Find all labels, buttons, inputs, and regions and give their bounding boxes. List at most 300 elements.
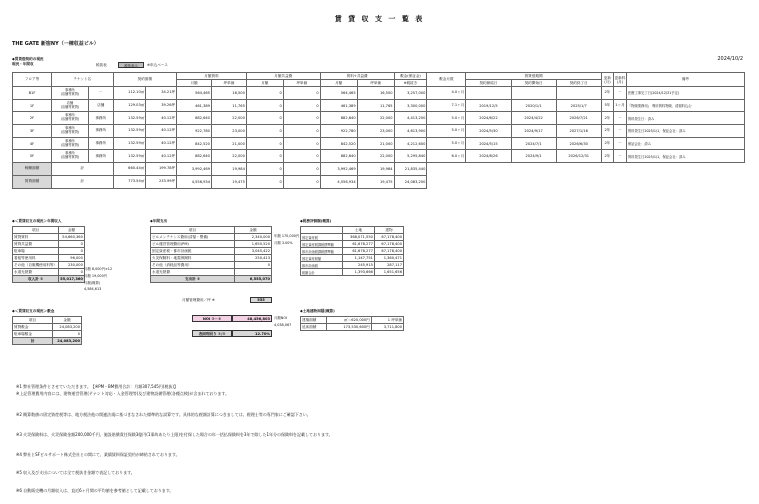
cell-m2: 132.59㎡ [113, 150, 146, 163]
header-total: 賃料+共益費 [320, 73, 394, 80]
cell-total_unit: 11,765 [357, 99, 394, 112]
cell-rent_price: 22,000 [211, 150, 246, 163]
cell: 245,915 [343, 262, 375, 269]
header-start-date: 契約開始日 [511, 80, 556, 87]
cell-common_unit: 0 [246, 99, 283, 112]
cell: 173,530,600円 [327, 324, 372, 331]
sum1-total-unit: 19,984 [357, 163, 394, 176]
table-row [301, 317, 404, 324]
cell-fee: － [614, 112, 627, 125]
cell-common_unit: 0 [246, 87, 283, 100]
sum2-common: 0 [246, 175, 283, 188]
income-total-monthly: 4,584,613 [84, 287, 102, 291]
cell-deposit: 4,413,200 [394, 112, 427, 125]
table-row [13, 87, 745, 100]
sum1-rent-unit: 19,984 [211, 163, 246, 176]
cell-remarks: 医療工事完了日(2024/12/31予定) [626, 87, 744, 100]
noi-label: NOI ②－③ [192, 315, 232, 322]
cell-common: 0 [283, 99, 320, 112]
cell-end: 2025/1/7 [556, 99, 601, 112]
cell: 賃貸共益費 [13, 241, 59, 248]
cell-m2: 132.59㎡ [113, 137, 146, 150]
cell-type-main: 事務所 [65, 88, 75, 93]
cell: 1,393,666 [343, 269, 375, 276]
footnote: ※4 弊社とSFビルサポート株式会社との間にて、業績賃料保証契約が締結されております。 [16, 452, 180, 457]
table-row [301, 269, 404, 276]
income-total: 55,017,360 [60, 277, 83, 281]
cell-rent: 564,465 [177, 87, 212, 100]
cell: 固定資産税 [301, 234, 343, 241]
monthly-mgmt-label: 月額管理費用／坪 ※ [182, 298, 215, 302]
table-row [13, 241, 85, 248]
cell-tenant: 事務所 [88, 125, 113, 138]
cell-total: 564,465 [320, 87, 357, 100]
header-end-date: 契約終了日 [556, 80, 601, 87]
application-note: ※申込ベース [147, 63, 168, 67]
deposit-total-label: 計 [13, 338, 53, 345]
cell-type-main: 事務所 [65, 138, 75, 143]
sum1-deposit: 21,835,440 [394, 163, 427, 176]
section-sub: 現況・年間収 [12, 62, 34, 66]
cell-months: 5.0ヶ月 [427, 112, 466, 125]
cell-total_unit: 21,000 [357, 137, 394, 150]
cell-deposit: 3,257,000 [394, 87, 427, 100]
cell-m2: 129.03㎡ [113, 99, 146, 112]
sum2-total: 4,556,934 [320, 175, 357, 188]
cell: 96,000 [59, 255, 85, 262]
sum2-label: 賃貸面積 [13, 175, 52, 188]
cell-total: 882,640 [320, 112, 357, 125]
cell-rent: 461,389 [177, 99, 212, 112]
cell: 54,660,360 [59, 234, 85, 241]
cell: 賃貸賃料 [13, 234, 59, 241]
footnote: ※3 火災保険料は、火災保険金額200,000千円、施設賠償責任保険3億円(1事故あたり上限)を付保した場合の年一括払保険料を3年で除した1年分の保険料を記載しております。 [16, 432, 333, 437]
footnote: ※上記管理費用内容には、建物運営管理(テナント対応・入金管理等)及び建物設備管理(各種点検)が含まれております。 [16, 391, 230, 396]
sum1-tag: 計 [51, 163, 113, 176]
cell-tenant: 店舗 [88, 99, 113, 112]
cell-rent_price: 16,500 [211, 87, 246, 100]
cell-m2: 112.10㎡ [113, 87, 146, 100]
cell-type [51, 125, 88, 138]
cell-tsubo: 34.21坪 [146, 87, 177, 100]
section-status: ◆賃貸借契約の現況 [12, 57, 44, 61]
table-row [13, 248, 85, 255]
sum1-total: 3,992,469 [320, 163, 357, 176]
cell-floor: 2F [13, 112, 52, 125]
header-common-monthly: 月額 [246, 80, 283, 87]
cell-rent: 922,780 [177, 125, 212, 138]
cell: 1 坪単価 [371, 317, 403, 324]
cell-remarks: 賃料発生日2025/1/1，保証会社：済み [626, 125, 744, 138]
cell-common_unit: 0 [246, 125, 283, 138]
cell-total_unit: 16,500 [357, 87, 394, 100]
sum2-total-unit: 19,475 [357, 175, 394, 188]
valuation-head-0 [301, 227, 343, 234]
cell-rent_price: 23,000 [211, 125, 246, 138]
cell-contract: 2019/12/5 [466, 99, 511, 112]
sum1-tsubo: 199.78坪 [146, 163, 177, 176]
header-common: 月額共益費 [246, 73, 320, 80]
cell-deposit: 5,295,840 [394, 150, 427, 163]
cell: 3,045,422 [235, 248, 272, 255]
valuation-head-land: 土地 [343, 227, 375, 234]
header-common-unit: 坪単価 [283, 80, 320, 87]
cell-common_unit: 0 [246, 137, 283, 150]
cell-months: 7.1ヶ月 [427, 99, 466, 112]
cell-fee: 1ヶ月 [614, 99, 627, 112]
cell: 延床面積 [301, 324, 327, 331]
cell: 駐車場敷金 [13, 331, 53, 338]
cell-tenant: － [88, 87, 113, 100]
cell-yrs: 2年 [601, 112, 613, 125]
header-rent-monthly: 月額 [177, 80, 212, 87]
cell-fee: － [614, 125, 627, 138]
cell-total_unit: 22,000 [357, 112, 394, 125]
table-row [13, 137, 745, 150]
income-title: ◆＜賃貸収支の現況＞年間収入 [12, 219, 62, 223]
sum2-common-unit: 0 [283, 175, 320, 188]
land-title: ◆土地建物面積(概算) [300, 309, 335, 313]
noi-month-label: 月額NOI [274, 316, 287, 320]
cell-tsubo: 40.12坪 [146, 125, 177, 138]
header-deposit-sub: ※税抜き [394, 80, 427, 87]
cell-common: 0 [283, 112, 320, 125]
table-row [301, 241, 404, 248]
cell-type-main: 店舗 [66, 100, 74, 105]
sum1-rent: 3,992,469 [177, 163, 212, 176]
cell-m2: 132.59㎡ [113, 125, 146, 138]
cell: 1,360,471 [374, 255, 403, 262]
cell-floor: 5F [13, 150, 52, 163]
cell-type [51, 87, 88, 100]
cell: ビル運営管理費用(PM) [151, 241, 235, 248]
cell-common_unit: 0 [246, 112, 283, 125]
cell-rent_price: 22,000 [211, 112, 246, 125]
report-date: 2024/10/2 [717, 56, 743, 62]
footnote: ※2 概算数値の固定資産税等は、地方税法他の関連法規に基づきなされた標準的な試算です。具体的な税額計算につきましては、税理士等の専門家にご確認下さい。 [16, 412, 311, 417]
cell-remarks: 保証会社：済み [626, 137, 744, 150]
cell-type-sub: (店舗等賃貸) [60, 91, 80, 96]
yield-value: 12.70% [232, 330, 272, 337]
footnote: ※5 収入及び支出については全て税抜き金額で表記しております。 [16, 470, 135, 475]
cell: 67,178,400 [374, 241, 403, 248]
table-row [13, 125, 745, 138]
cell: 建築面積 [301, 317, 327, 324]
cell-type-main: 事務所 [65, 126, 75, 131]
cell-yrs: 2年 [601, 87, 613, 100]
sum1-label: 稼働面積 [13, 163, 52, 176]
cell-type-main: 事務所 [65, 113, 75, 118]
cell-fee: － [614, 150, 627, 163]
cell-contract: 2024/5/15 [466, 137, 511, 150]
footnote: ※6 自動販売機の月額収入は、直近6ヶ月間の平均値を参考値として記載しております。 [16, 488, 174, 493]
cell: 287,117 [374, 262, 403, 269]
cell: ㎡＝620,000円 [327, 317, 372, 324]
tax-display-box: 税抜表示 [118, 62, 144, 68]
cell: 0 [59, 241, 85, 248]
cell-yrs: 2年 [601, 137, 613, 150]
cell-end [556, 87, 601, 100]
expense-side-2: 月額 3.00% [274, 241, 293, 245]
sum2-rent: 4,556,934 [177, 175, 212, 188]
cell: 0 [53, 331, 82, 338]
cell: 61,678,277 [343, 241, 375, 248]
deposit-head-amount: 金額 [53, 317, 82, 324]
expense-side-1: 年額 170,000円 [274, 234, 300, 238]
cell-months: 6.0ヶ月 [427, 150, 466, 163]
cell: 3,711,800 [371, 324, 403, 331]
table-row [301, 255, 404, 262]
header-contract-date: 契約締結日 [466, 80, 511, 87]
land-table [300, 316, 404, 331]
header-area: 契約面積 [113, 73, 177, 87]
cell: 368,071,550 [343, 234, 375, 241]
cell-deposit: 3,300,000 [394, 99, 427, 112]
cell-deposit: 4,212,600 [394, 137, 427, 150]
tax-label: 税抜表 [96, 63, 107, 67]
income-side-3: 月額(概算) [84, 281, 101, 285]
cell-common_unit: 0 [246, 150, 283, 163]
cell-contract: 2024/8/26 [466, 150, 511, 163]
cell-fee: － [614, 87, 627, 100]
table-row [301, 248, 404, 255]
cell: 水道光熱費 [151, 269, 235, 276]
cell: 24,083,200 [53, 324, 82, 331]
cell-common: 0 [283, 87, 320, 100]
expense-head-item: 項目 [151, 227, 235, 234]
cell-start: 2020/1/1 [511, 99, 556, 112]
table-row [301, 262, 404, 269]
table-row [13, 269, 85, 276]
sum2-tsubo: 233.99坪 [146, 175, 177, 188]
cell-start [511, 87, 556, 100]
cell: 250,413 [235, 255, 272, 262]
table-row [151, 241, 272, 248]
cell-fee: － [614, 137, 627, 150]
cell-total_unit: 22,000 [357, 150, 394, 163]
cell: ビルメンテナンス費用(清掃・警備) [151, 234, 235, 241]
cell-months: 5.0ヶ月 [427, 137, 466, 150]
cell: その他（自販機使用料等） [14, 262, 58, 267]
cell: 火災保険料・地震保険料 [151, 255, 235, 262]
valuation-table [300, 226, 404, 276]
cell-tenant: 事務所 [88, 137, 113, 150]
table-row [13, 112, 745, 125]
header-floor: フロア等 [13, 73, 52, 87]
expense-table [150, 226, 272, 283]
cell-common: 0 [283, 150, 320, 163]
cell-end: 2026/7/21 [556, 112, 601, 125]
cell-type [51, 99, 88, 112]
income-total-label: 収入計 ② [13, 276, 59, 283]
header-total-monthly: 月額 [320, 80, 357, 87]
cell: 固定資産税課税標準額 [301, 241, 343, 248]
cell-start: 2024/9/1 [511, 150, 556, 163]
cell: 2,340,000 [235, 234, 272, 241]
cell-type-sub: (店舗等賃貸) [60, 155, 80, 160]
sum2-deposit: 24,083,200 [394, 175, 427, 188]
cell-contract [466, 87, 511, 100]
cell: 230,000 [59, 262, 85, 269]
table-row [151, 248, 272, 255]
cell-yrs: 2年 [601, 125, 613, 138]
cell: 67,178,400 [374, 234, 403, 241]
cell-end: 2026/6/30 [556, 137, 601, 150]
cell-contract: 2024/6/22 [466, 112, 511, 125]
sum1-common: 0 [246, 163, 283, 176]
cell-type-sub: (店舗等賃貸) [60, 117, 80, 122]
cell-common: 0 [283, 125, 320, 138]
income-side-2: 月額 19,000円 [84, 274, 108, 278]
cell-start: 2024/7/1 [511, 137, 556, 150]
header-rent: 月額賃料 [177, 73, 247, 80]
noi-value: 48,456,803 [232, 315, 272, 322]
cell-months: 4.0ヶ月 [427, 87, 466, 100]
cell-contract: 2024/5/30 [466, 125, 511, 138]
cell-total: 882,640 [320, 150, 357, 163]
sum1-m2: 660.44㎡ [113, 163, 146, 176]
cell-remarks: 賃料発生日：済み [626, 112, 744, 125]
cell-remarks: 『物販業務用』 利用賃料物販、清掃料込む [626, 99, 744, 112]
cell: 61,678,277 [343, 248, 375, 255]
table-row [13, 99, 745, 112]
deposit-title: ◆＜賃貸収支の現況＞敷金 [12, 309, 55, 313]
expense-total-label: 支出計 ③ [151, 276, 235, 283]
rental-table [12, 72, 745, 189]
cell-common: 0 [283, 137, 320, 150]
cell-floor: 4F [13, 137, 52, 150]
cell: 都市計画税課税標準額 [301, 248, 343, 255]
cell-start: 2024/4/22 [511, 112, 556, 125]
table-row [13, 324, 82, 331]
cell-tsubo: 40.12坪 [146, 112, 177, 125]
cell-total: 842,520 [320, 137, 357, 150]
expense-total: 6,555,070 [235, 276, 272, 283]
cell: 67,178,400 [374, 248, 403, 255]
sum2-tag: 計 [51, 175, 113, 188]
sum1-common-unit: 0 [283, 163, 320, 176]
cell-deposit: 4,613,900 [394, 125, 427, 138]
header-years: 更新(月) [601, 73, 613, 87]
sum2-m2: 773.54㎡ [113, 175, 146, 188]
cell-rent: 842,520 [177, 137, 212, 150]
footnote: ※1 弊社管理条件とさせていただきます。【※PM・BM費用合計：月額307,545円(税抜)】 [16, 384, 178, 389]
cell-m2: 132.59㎡ [113, 112, 146, 125]
noi-month-value: 4,038,067 [274, 323, 292, 327]
header-period: 賃貸借期間 [466, 73, 601, 80]
cell-remarks: 賃料発生日2025/1/1，保証会社：済み [626, 150, 744, 163]
page-title: 賃 貸 収 支 一 覧 表 [334, 15, 425, 23]
yield-label: 表面利回り ①/② [192, 330, 232, 337]
cell-end: 2026/12/31 [556, 150, 601, 163]
valuation-head-building: 建物 [374, 227, 403, 234]
cell-tenant: 事務所 [88, 112, 113, 125]
cell-rent_price: 21,000 [211, 137, 246, 150]
cell-type-sub: (店舗等賃貸) [60, 142, 80, 147]
cell: 1,147,751 [343, 255, 375, 262]
cell-rent: 882,640 [177, 150, 212, 163]
cell-type [51, 112, 88, 125]
cell: 1,651,656 [374, 269, 403, 276]
income-head-item: 項目 [13, 227, 59, 234]
cell-type [51, 137, 88, 150]
table-row [151, 262, 272, 269]
deposit-total: 24,083,200 [53, 338, 82, 345]
header-deposit: 敷金(保証金) [394, 73, 427, 80]
cell: 1,650,520 [235, 241, 272, 248]
table-row [151, 255, 272, 262]
cell: 都市計画税 [301, 262, 343, 269]
cell: その他（消耗品等費用） [151, 262, 235, 269]
cell-yrs: 2年 [601, 150, 613, 163]
cell: 賃貸敷金 [13, 324, 53, 331]
cell: 税額合計 [301, 269, 343, 276]
cell-tenant: 事務所 [88, 150, 113, 163]
cell: 0 [235, 262, 272, 269]
cell-rent: 882,640 [177, 112, 212, 125]
sum2-rent-unit: 19,475 [211, 175, 246, 188]
cell-type-main: 事務所 [65, 151, 75, 156]
building-name: THE GATE 新宿NY（一棟収益ビル） [12, 41, 99, 47]
cell-type [51, 150, 88, 163]
cell-floor: 1F [13, 99, 52, 112]
expense-head-amount: 金額 [235, 227, 272, 234]
cell-end: 2027/1/16 [556, 125, 601, 138]
cell-months: 5.0ヶ月 [427, 125, 466, 138]
cell-tsubo: 40.12坪 [146, 137, 177, 150]
cell: 駐車場 [13, 248, 59, 255]
header-total-unit: 坪単価 [357, 80, 394, 87]
valuation-title: ◆税務評価額(概算) [300, 219, 332, 223]
cell-total: 922,780 [320, 125, 357, 138]
cell-tsubo: 40.12坪 [146, 150, 177, 163]
cell: 0 [59, 269, 85, 276]
monthly-mgmt-value: 555 [250, 297, 272, 303]
table-row [151, 269, 272, 276]
cell-rent_price: 11,765 [211, 99, 246, 112]
header-rent-unit: 坪単価 [211, 80, 246, 87]
table-row [13, 255, 85, 262]
table-row [13, 331, 82, 338]
table-row [13, 234, 85, 241]
income-side-1: 月額 8,000円×12 [84, 267, 113, 271]
cell: 水道光熱費 [13, 269, 59, 276]
header-tenant: テナント名 [51, 73, 113, 87]
table-row [13, 262, 85, 269]
cell-floor: 3F [13, 125, 52, 138]
cell: 固定資産税・都市計画税 [151, 248, 235, 255]
cell: 看板等使用料 [13, 255, 59, 262]
header-deposit-months: 敷金月数 [427, 73, 466, 87]
cell-total: 461,389 [320, 99, 357, 112]
expense-title: ◆年間支出 [150, 219, 168, 223]
cell: 固定資産税額 [301, 255, 343, 262]
income-head-amount: 金額 [59, 227, 85, 234]
cell: 0 [59, 248, 85, 255]
cell-total_unit: 23,000 [357, 125, 394, 138]
cell [235, 269, 272, 276]
cell-start: 2024/9/17 [511, 125, 556, 138]
cell-type-sub: (店舗等賃貸) [60, 129, 80, 134]
cell-tsubo: 39.26坪 [146, 99, 177, 112]
header-remarks: 備考 [626, 73, 744, 87]
cell-floor: B1F [13, 87, 52, 100]
deposit-table [12, 316, 82, 345]
table-row [13, 150, 745, 163]
table-row [151, 234, 272, 241]
table-row [301, 234, 404, 241]
table-row [301, 324, 404, 331]
